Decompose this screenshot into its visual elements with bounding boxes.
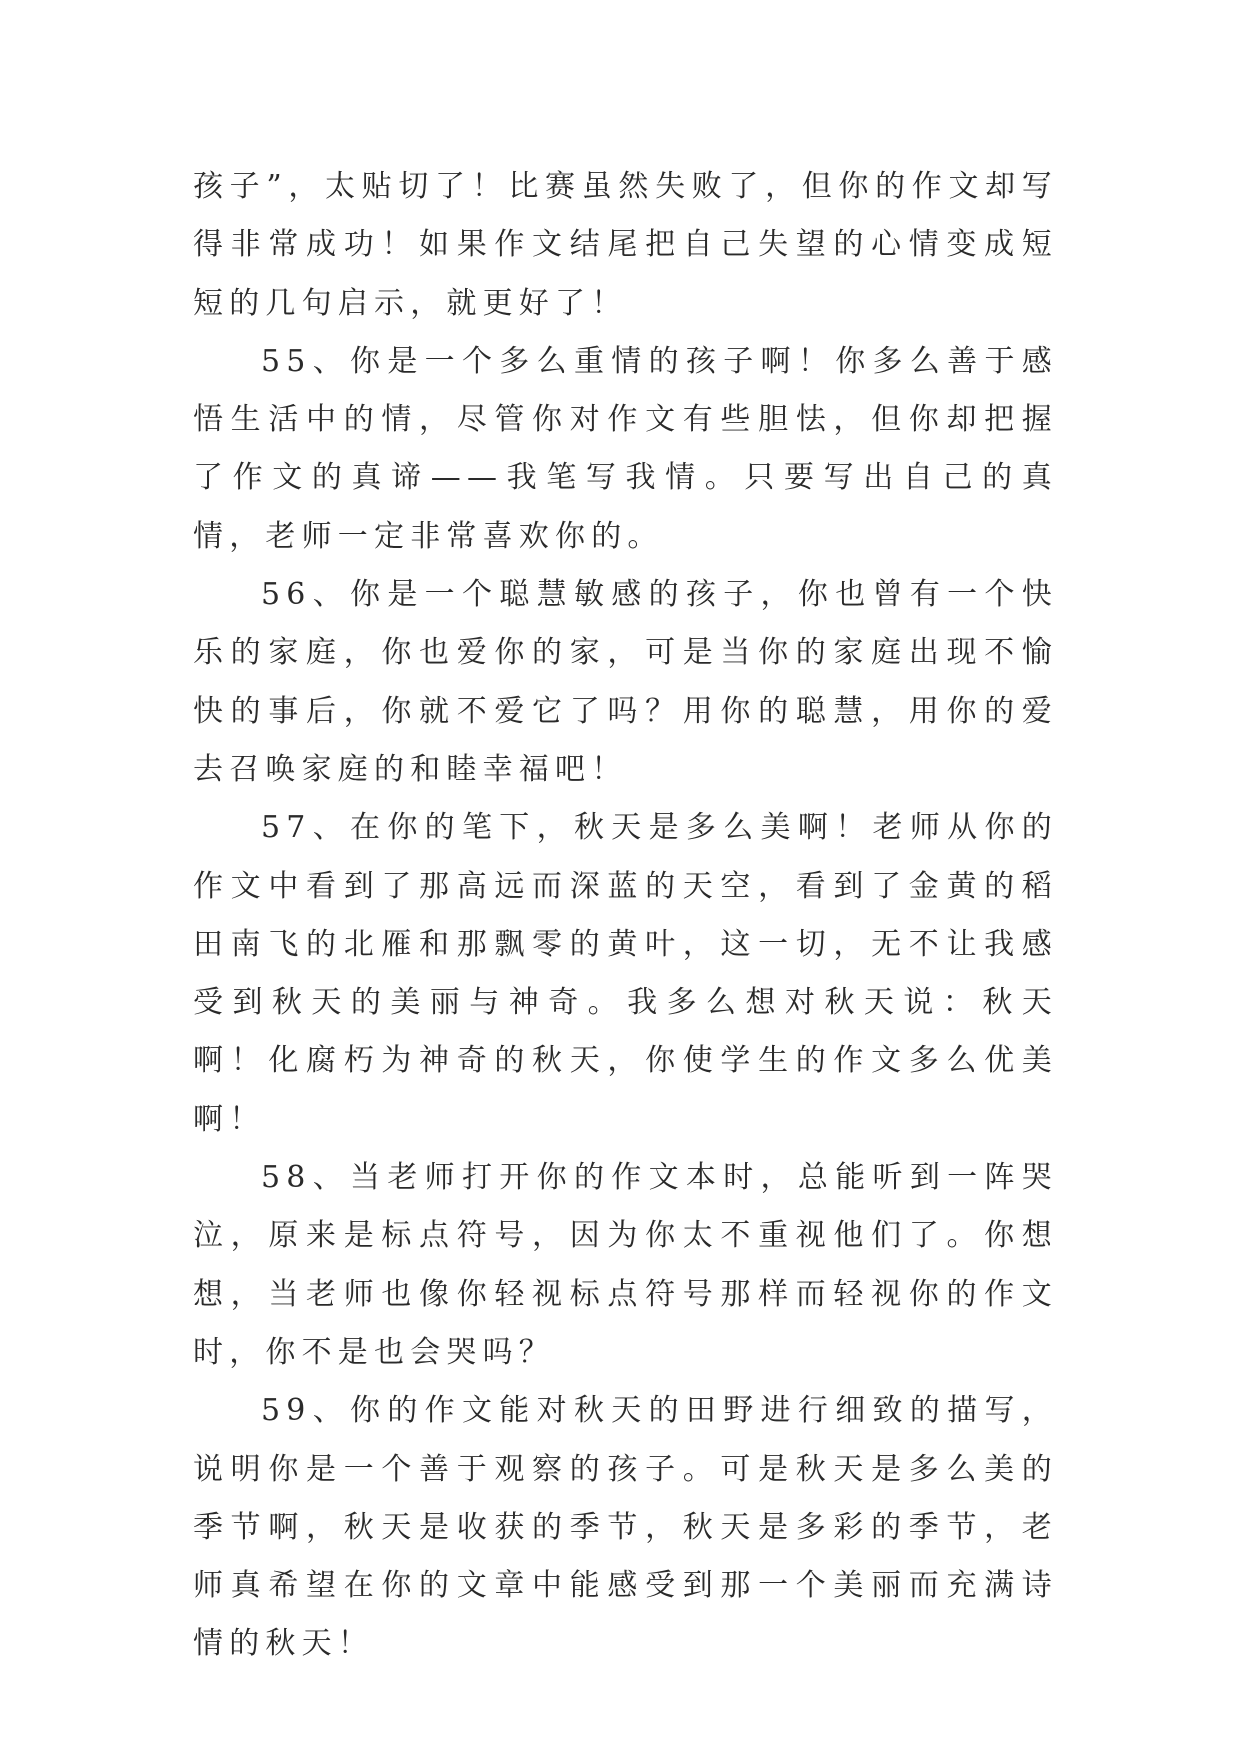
document-body <box>193 158 1058 1674</box>
paragraph-58: 58、当老师打开你的作文本时，总能听到一阵哭泣，原来是标点符号，因为你太不重视他们了。你想想，当老师也像你轻视标点符号那样而轻视你的作文时，你不是也会哭吗？ <box>193 1160 1058 1370</box>
paragraph-59: 59、你的作文能对秋天的田野进行细致的描写，说明你是一个善于观察的孩子。可是秋天是多么美的季节啊，秋天是收获的季节，秋天是多彩的季节，老师真希望在你的文章中能感受到那一个美丽而充满诗情的秋天！ <box>193 1393 1058 1662</box>
paragraph-56: 56、你是一个聪慧敏感的孩子，你也曾有一个快乐的家庭，你也爱你的家，可是当你的家庭出现不愉快的事后，你就不爱它了吗？用你的聪慧，用你的爱去召唤家庭的和睦幸福吧！ <box>193 577 1058 787</box>
paragraph-55: 55、你是一个多么重情的孩子啊！你多么善于感悟生活中的情，尽管你对作文有些胆怯，但你却把握了作文的真谛——我笔写我情。只要写出自己的真情，老师一定非常喜欢你的。 <box>193 343 1058 554</box>
paragraph-57: 57、在你的笔下，秋天是多么美啊！老师从你的作文中看到了那高远而深蓝的天空，看到了金黄的稻田南飞的北雁和那飘零的黄叶，这一切，无不让我感受到秋天的美丽与神奇。我多么想对秋天说：秋天啊！化腐朽为神奇的秋天，你使学生的作文多么优美啊！ <box>193 810 1058 1137</box>
paragraph-continuation: 孩子”，太贴切了！比赛虽然失败了，但你的作文却写得非常成功！如果作文结尾把自己失望的心情变成短短的几句启示，就更好了！ <box>193 169 1058 321</box>
